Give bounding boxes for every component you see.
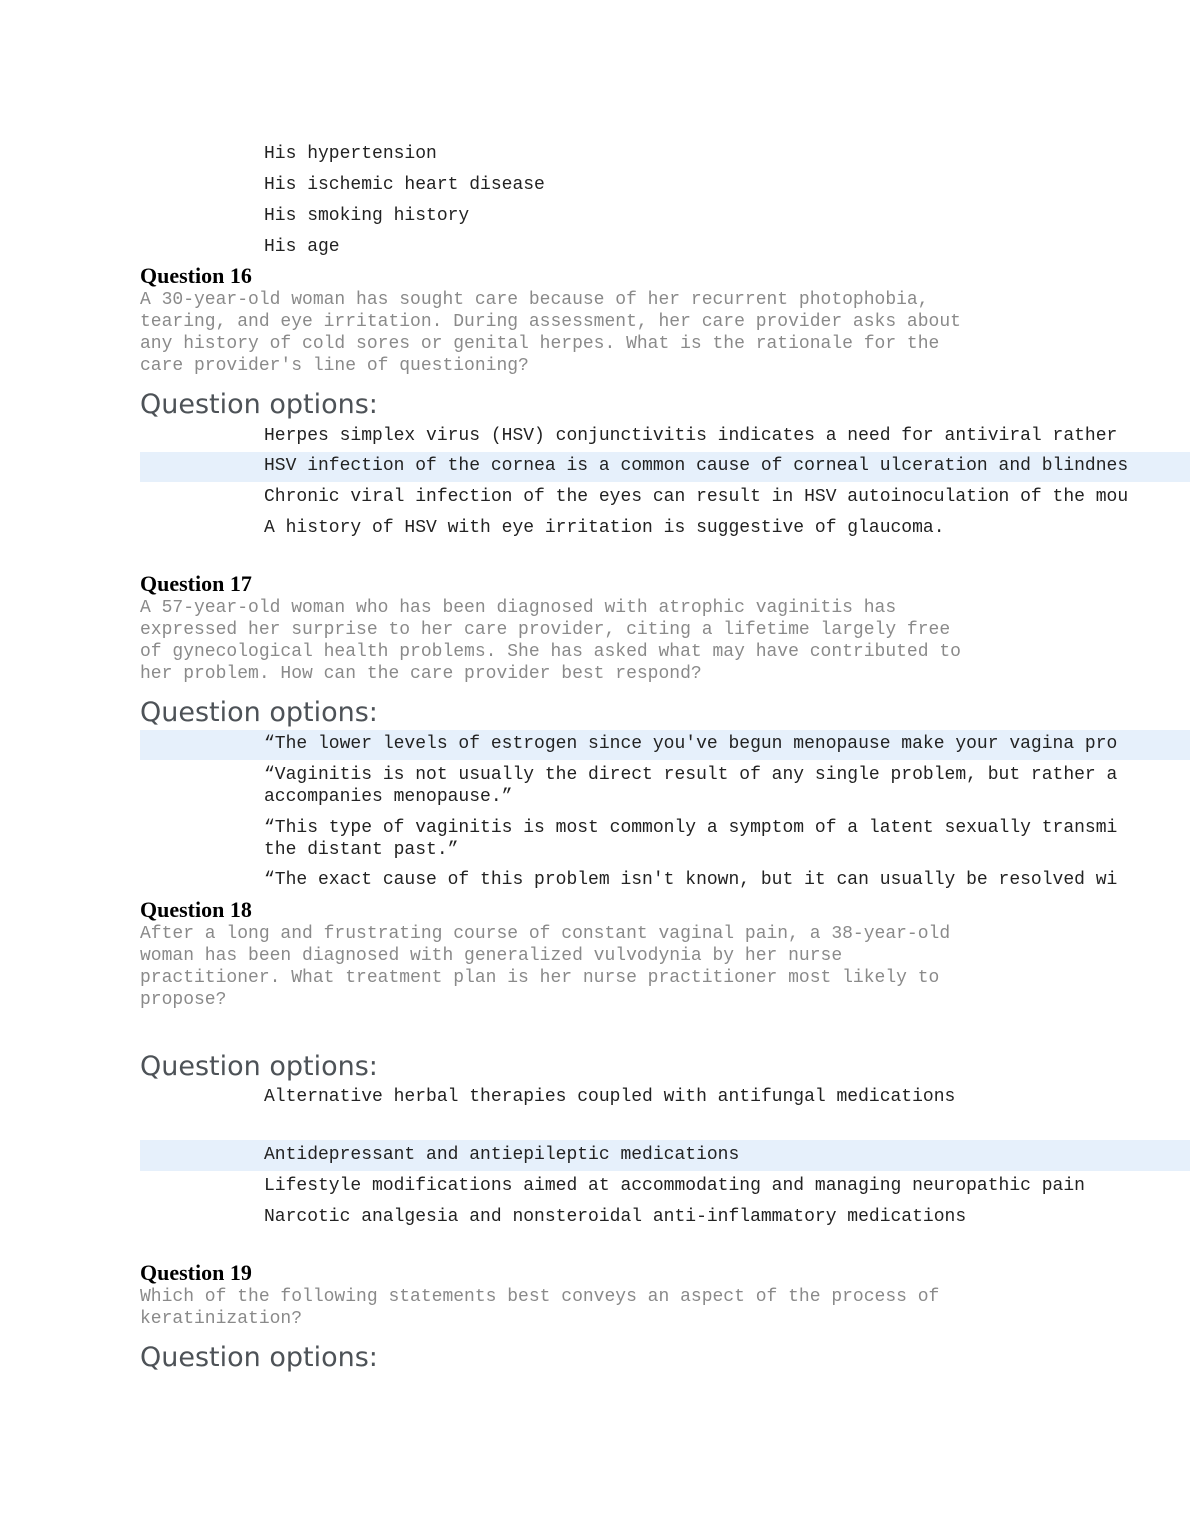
q15-option-2[interactable]: His ischemic heart disease bbox=[264, 175, 545, 195]
q15-option-4[interactable]: His age bbox=[264, 237, 340, 257]
q16-option-4[interactable]: A history of HSV with eye irritation is suggestive of glaucoma. bbox=[264, 518, 945, 538]
q18-option-1[interactable]: Alternative herbal therapies coupled with antifungal medications bbox=[264, 1087, 956, 1107]
question-19-text: Which of the following statements best conveys an aspect of the process of keratinization? bbox=[140, 1287, 940, 1329]
question-17-text: A 57-year-old woman who has been diagnosed with atrophic vaginitis has expressed her surprise to her care provider, citing a lifetime largely free of gynecological health problems. She has asked what may have contributed to her problem. How can the care provider best respond? bbox=[140, 598, 961, 684]
q16-option-2-selected[interactable]: HSV infection of the cornea is a common cause of corneal ulceration and blindnes bbox=[140, 452, 1190, 482]
q17-option-1-selected[interactable]: “The lower levels of estrogen since you've begun menopause make your vagina pro bbox=[140, 730, 1190, 760]
question-18-title: Question 18 bbox=[140, 897, 252, 922]
q17-option-3[interactable]: “This type of vaginitis is most commonly a symptom of a latent sexually transmi the distant past.” bbox=[264, 818, 1118, 860]
question-18-text: After a long and frustrating course of constant vaginal pain, a 38-year-old woman has been diagnosed with generalized vulvodynia by her nurse practitioner. What treatment plan is her nurse practitioner most likely to propose? bbox=[140, 924, 951, 1010]
question-17-title: Question 17 bbox=[140, 571, 252, 596]
q18-option-2-selected[interactable]: Antidepressant and antiepileptic medications bbox=[140, 1140, 1190, 1171]
question-19-title: Question 19 bbox=[140, 1260, 252, 1285]
q15-option-1[interactable]: His hypertension bbox=[264, 144, 437, 164]
question-17-options-heading: Question options: bbox=[140, 697, 378, 728]
question-16-options-heading: Question options: bbox=[140, 389, 378, 420]
q17-option-2[interactable]: “Vaginitis is not usually the direct result of any single problem, but rather a accompanies menopause.” bbox=[264, 765, 1118, 807]
q16-option-3[interactable]: Chronic viral infection of the eyes can result in HSV autoinoculation of the mou bbox=[264, 487, 1129, 507]
question-18-options-heading: Question options: bbox=[140, 1051, 378, 1082]
q17-option-4[interactable]: “The exact cause of this problem isn't known, but it can usually be resolved wi bbox=[264, 870, 1118, 890]
question-16-text: A 30-year-old woman has sought care because of her recurrent photophobia, tearing, and eye irritation. During assessment, her care provider asks about any history of cold sores or genital herpes. What is the rationale for the care provider's line of questioning? bbox=[140, 290, 961, 376]
q16-option-1[interactable]: Herpes simplex virus (HSV) conjunctivitis indicates a need for antiviral rather bbox=[264, 426, 1118, 446]
q18-option-4[interactable]: Narcotic analgesia and nonsteroidal anti-inflammatory medications bbox=[264, 1207, 967, 1227]
question-19-options-heading: Question options: bbox=[140, 1342, 378, 1373]
question-16-title: Question 16 bbox=[140, 263, 252, 288]
q15-option-3[interactable]: His smoking history bbox=[264, 206, 470, 226]
q18-option-3[interactable]: Lifestyle modifications aimed at accommodating and managing neuropathic pain bbox=[264, 1176, 1085, 1196]
